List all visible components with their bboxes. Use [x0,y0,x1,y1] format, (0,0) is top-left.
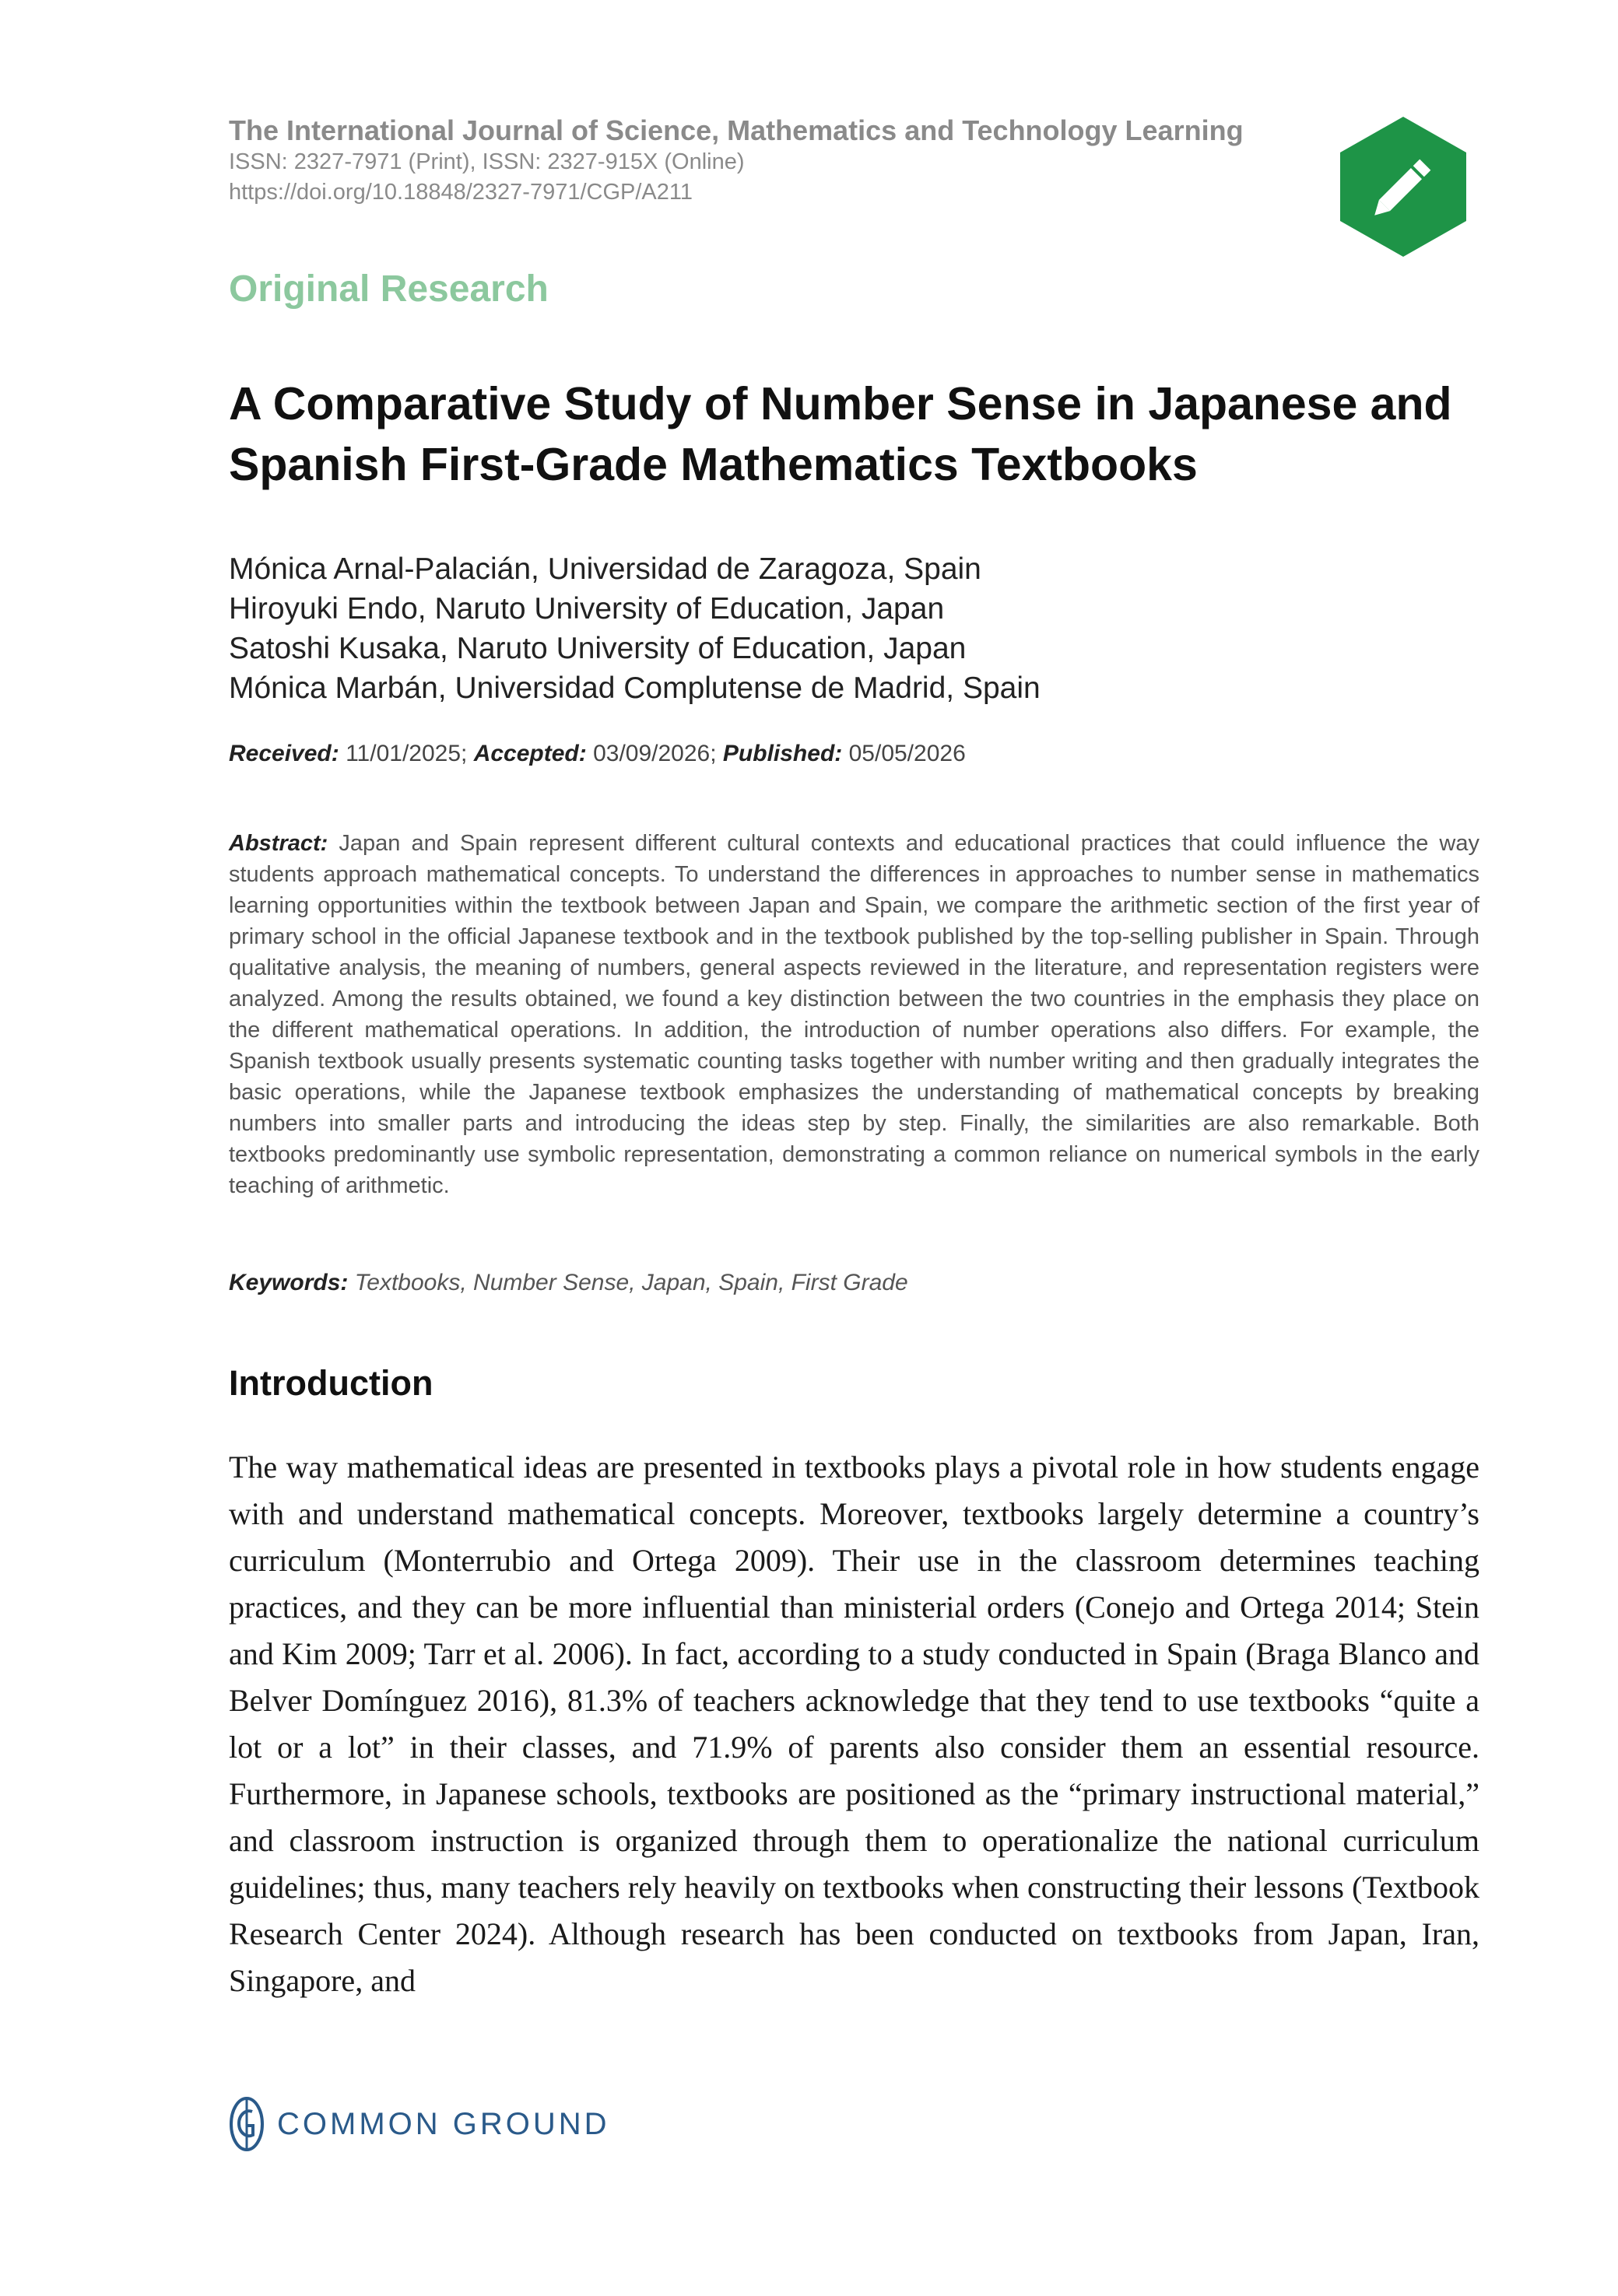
introduction-heading: Introduction [229,1363,433,1403]
publisher-name: COMMON GROUND [277,2106,610,2141]
received-label: Received: [229,741,339,766]
accepted-label: Accepted: [473,741,587,766]
keywords [229,1270,908,1296]
issn-line: ISSN: 2327-7971 (Print), ISSN: 2327-915X (Online) [229,149,745,175]
journal-title: The International Journal of Science, Mathematics and Technology Learning [229,114,1244,146]
author-item: Mónica Arnal-Palacián, Universidad de Zaragoza, Spain [229,552,981,586]
keywords-text: Textbooks, Number Sense, Japan, Spain, First Grade [354,1270,908,1295]
article-type-badge [1337,115,1469,258]
doi-link[interactable]: https://doi.org/10.18848/2327-7971/CGP/A211 [229,180,693,205]
pencil-icon [1337,115,1469,258]
published-label: Published: [722,741,843,766]
publisher-logo [229,2096,610,2152]
publication-dates [229,741,966,767]
abstract-text: Japan and Spain represent different cultural contexts and educational practices that could influence the way students approach mathematical concepts. To understand the differences in approaches to number sense in mathematics learning opportunities within the textbook between Japan and Spain, we compare the arithmetic section of the first year of primary school in the official Japanese textbook and in the textbook published by the top-selling publisher in Spain. Through qualitative analysis, the meaning of numbers, general aspects reviewed in the literature, and representation registers were analyzed. Among the results obtained, we found a key distinction between the two countries in the emphasis they place on the different mathematical operations. In addition, the introduction of number operations also differs. For example, the Spanish textbook usually presents systematic counting tasks together with number writing and then gradually integrates the basic operations, while the Japanese textbook emphasizes the understanding of mathematical concepts by breaking numbers into smaller parts and introducing the ideas step by step. Finally, the similarities are also remarkable. Both textbooks predominantly use symbolic representation, demonstrating a common reliance on numerical symbols in the early teaching of arithmetic. [229,831,1479,1198]
accepted-date: 03/09/2026; [593,741,717,766]
received-date: 11/01/2025; [346,741,468,766]
article-title: A Comparative Study of Number Sense in Japanese and Spanish First-Grade Mathematics Textbooks [229,378,1452,490]
author-item: Satoshi Kusaka, Naruto University of Education, Japan [229,632,967,665]
abstract-label: Abstract: [229,831,328,856]
author-item: Hiroyuki Endo, Naruto University of Education, Japan [229,592,945,626]
published-date: 05/05/2026 [848,741,966,766]
author-item: Mónica Marbán, Universidad Complutense de Madrid, Spain [229,671,1041,705]
keywords-label: Keywords: [229,1270,349,1295]
journal-header [229,114,1357,208]
abstract [229,828,1479,1201]
introduction-paragraph: The way mathematical ideas are presented in textbooks plays a pivotal role in how students engage with and understand mathematical concepts. Moreover, textbooks largely determine a country’s curriculum (Monterrubio and Ortega 2009). Their use in the classroom determines teaching practices, and they can be more influential than ministerial orders (Conejo and Ortega 2014; Stein and Kim 2009; Tarr et al. 2006). In fact, according to a study conducted in Spain (Braga Blanco and Belver Domínguez 2016), 81.3% of teachers acknowledge that they tend to use textbooks “quite a lot or a lot” in their classes, and 71.9% of parents also consider them an essential resource. Furthermore, in Japanese schools, textbooks are positioned as the “primary instructional material,” and classroom instruction is organized through them to operationalize the national curriculum guidelines; thus, many teachers rely heavily on textbooks when constructing their lessons (Textbook Research Center 2024). Although research has been conducted on textbooks from Japan, Iran, Singapore, and [229,1449,1479,1998]
section-label: Original Research [229,268,549,310]
author-list [229,549,1474,708]
common-ground-logo-icon [229,2096,265,2152]
